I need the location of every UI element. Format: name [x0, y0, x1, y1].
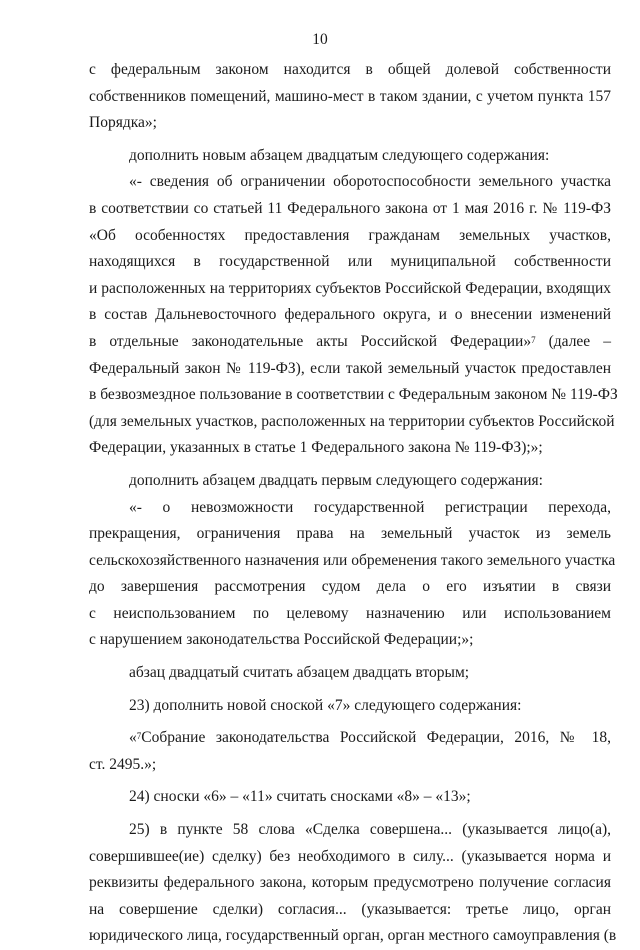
text-line — [89, 302, 611, 329]
line-text: (для земельных участков, расположенных на территории субъектов Российской — [89, 412, 615, 430]
line-text: 24) сноски «6» – «11» считать сносками «8» – «13»; — [129, 788, 471, 806]
footnote-marker: 7 — [136, 731, 142, 742]
line-text: Порядка»; — [89, 114, 157, 132]
text-line — [89, 844, 611, 871]
line-text: в состав Дальневосточного федерального округа, и о внесении изменений — [89, 306, 611, 324]
line-text: дополнить абзацем двадцать первым следующего содержания: — [129, 471, 543, 489]
line-text: совершившее(ие) сделку) без необходимого в силу... (указывается норма и — [89, 847, 611, 865]
line-text: Собрание законодательства Российской Федерации, 2016, № 18, — [141, 729, 611, 747]
line-text: находящихся в государственной или муниципальной собственности — [89, 253, 611, 271]
line-text: с федеральным законом находится в общей долевой собственности — [89, 61, 611, 78]
text-line — [89, 249, 611, 276]
text-line — [89, 817, 611, 844]
text-line — [89, 382, 618, 409]
line-text: собственников помещений, машино-мест в таком здании, с учетом пункта 157 — [89, 87, 611, 105]
text-line — [89, 693, 611, 720]
text-line — [89, 435, 611, 462]
line-text: в отдельные законодательные акты Российской Федерации» — [89, 332, 532, 350]
line-text: в безвозмездное пользование в соответствии с Федеральным законом № 119-ФЗ — [89, 386, 618, 404]
text-line — [89, 627, 611, 654]
text-line — [89, 923, 617, 950]
text-line — [89, 752, 611, 779]
text-line — [89, 329, 611, 356]
text-line — [89, 84, 611, 111]
text-line — [89, 897, 611, 924]
line-text: 25) в пункте 58 слова «Сделка совершена... (указывается лицо(а), — [129, 821, 611, 839]
line-text: «- сведения об ограничении оборотоспособности земельного участка — [129, 173, 611, 191]
text-line — [89, 409, 615, 436]
line-text: с неиспользованием по целевому назначению или использованием — [89, 604, 611, 622]
text-line — [89, 223, 611, 250]
text-line — [89, 660, 611, 687]
text-line — [89, 574, 611, 601]
text-line — [89, 495, 611, 522]
text-line — [89, 870, 611, 897]
line-text: дополнить новым абзацем двадцатым следующего содержания: — [129, 146, 550, 164]
line-text: «- о невозможности государственной регистрации перехода, — [129, 498, 611, 516]
line-text: ст. 2495.»; — [89, 755, 157, 773]
text-line — [89, 110, 611, 137]
document-body — [89, 57, 618, 950]
text-line — [89, 521, 611, 548]
text-line — [89, 601, 611, 628]
line-text: «Об особенностях предоставления гражданам земельных участков, — [89, 226, 611, 244]
line-text: юридического лица, государственный орган, орган местного самоуправления (в — [89, 927, 617, 945]
line-text: абзац двадцатый считать абзацем двадцать вторым; — [129, 664, 470, 682]
text-line — [89, 57, 611, 84]
line-text: прекращения, ограничения права на земельный участок из земель — [89, 525, 611, 543]
line-text: и расположенных на территориях субъектов Российской Федерации, входящих — [89, 279, 611, 297]
text-line — [89, 356, 611, 383]
text-line — [89, 725, 611, 752]
quote-mark: « — [129, 729, 137, 747]
line-text-tail: (далее – — [535, 332, 611, 350]
line-text: Федерации, указанных в статье 1 Федерального закона № 119-ФЗ);»; — [89, 439, 543, 457]
text-line — [89, 143, 611, 170]
line-text: 23) дополнить новой сноской «7» следующего содержания: — [129, 696, 522, 714]
line-text: с нарушением законодательства Российской Федерации;»; — [89, 631, 474, 649]
text-line — [89, 276, 611, 303]
line-text: Федеральный закон № 119-ФЗ), если такой земельный участок предоставлен — [89, 359, 611, 377]
line-text: сельскохозяйственного назначения или обременения такого земельного участка — [89, 551, 616, 569]
text-line — [89, 196, 611, 223]
line-text: на совершение сделки) согласия... (указывается: третье лицо, орган — [89, 900, 611, 918]
text-line — [89, 169, 611, 196]
line-text: в соответствии со статьей 11 Федерального закона от 1 мая 2016 г. № 119-ФЗ — [89, 199, 611, 217]
line-text: реквизиты федерального закона, которым предусмотрено получение согласия — [89, 874, 611, 892]
text-line — [89, 548, 616, 575]
page-number: 10 — [312, 31, 328, 48]
text-line — [89, 468, 611, 495]
line-text: до завершения рассмотрения судом дела о его изъятии в связи — [89, 578, 611, 596]
footnote-marker: 7 — [531, 334, 536, 345]
text-line — [89, 784, 611, 811]
